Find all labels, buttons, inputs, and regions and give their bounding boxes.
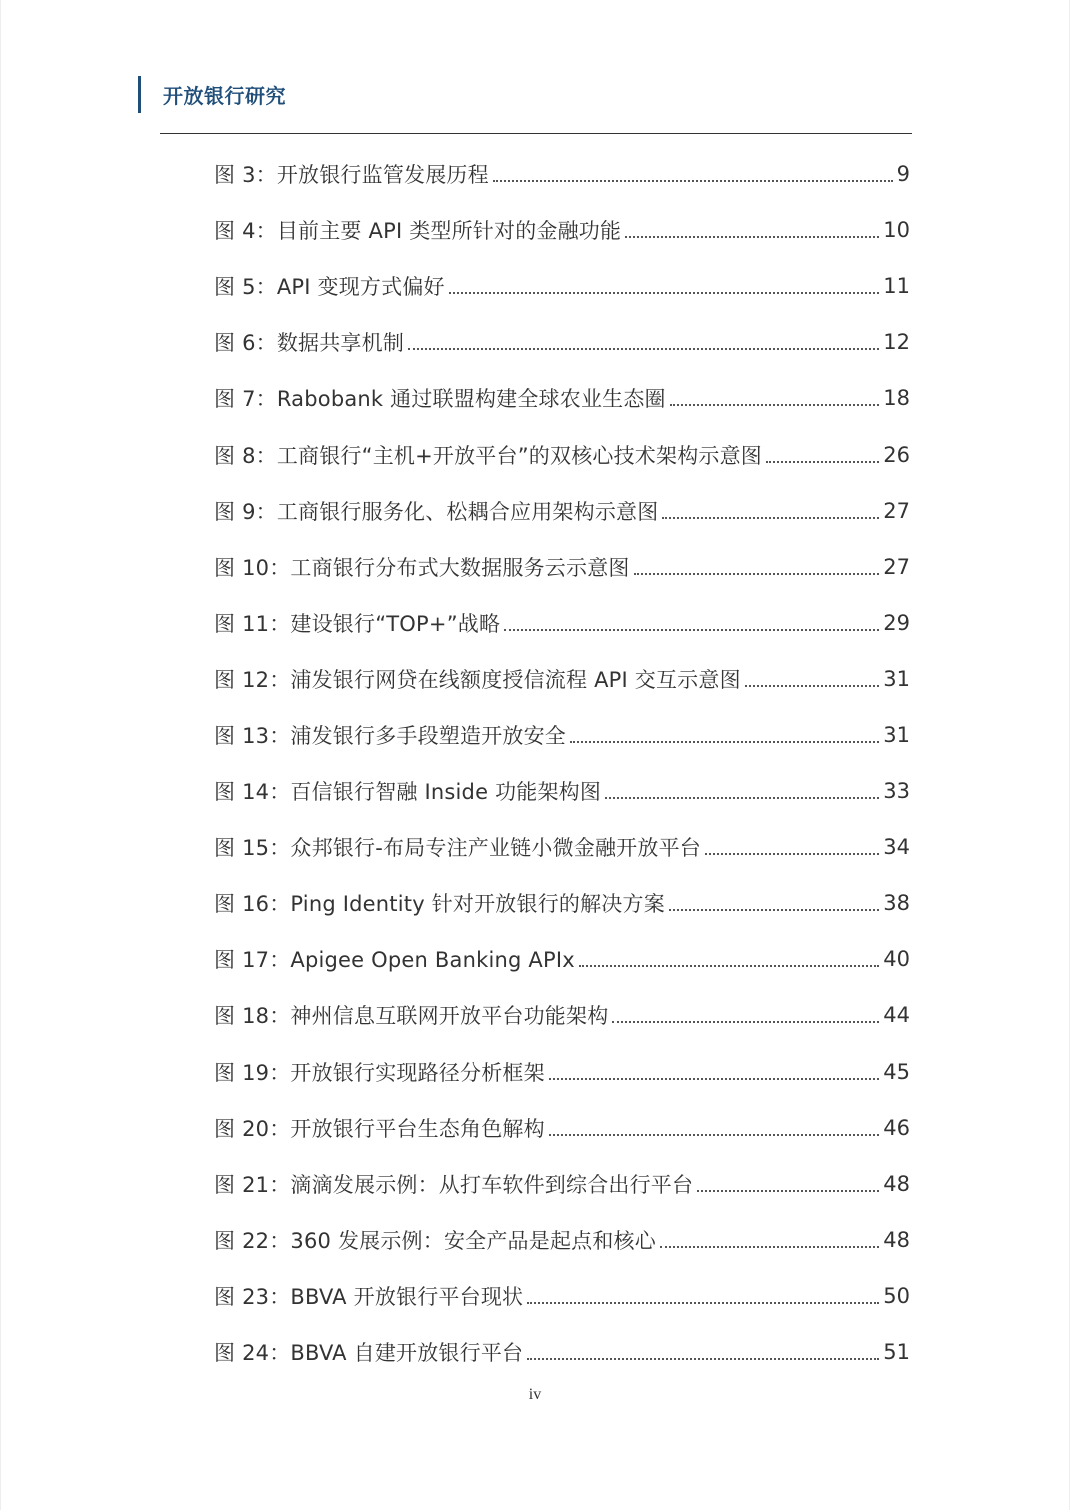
toc-entry-label: 图 10：工商银行分布式大数据服务云示意图 [214,555,630,580]
toc-entry[interactable] [214,707,910,763]
toc-entry-page: 33 [883,779,910,804]
toc-leader-dots [579,965,879,967]
toc-entry-label: 图 17：Apigee Open Banking APIx [214,948,575,973]
toc-leader-dots [634,573,880,575]
toc-entry-label: 图 4：目前主要 API 类型所针对的金融功能 [214,219,622,244]
toc-entry[interactable] [214,875,910,931]
toc-entry[interactable] [214,819,910,875]
toc-entry[interactable] [214,146,910,202]
toc-entry-page: 50 [883,1283,910,1308]
toc-leader-dots [527,1302,879,1304]
toc-leader-dots [612,1021,879,1023]
toc-entry-page: 10 [883,218,910,243]
toc-entry-label: 图 7：Rabobank 通过联盟构建全球农业生态圈 [214,387,666,412]
toc-leader-dots [493,180,893,182]
toc-entry-label: 图 8：工商银行“主机+开放平台”的双核心技术架构示意图 [214,443,762,468]
toc-entry-label: 图 14：百信银行智融 Inside 功能架构图 [214,780,602,805]
header-accent-bar [138,76,141,113]
toc-leader-dots [570,741,879,743]
toc-entry[interactable] [214,1212,910,1268]
toc-entry-label: 图 15：众邦银行-布局专注产业链小微金融开放平台 [214,836,701,861]
toc-leader-dots [662,517,879,519]
toc-leader-dots [605,797,879,799]
toc-entry-label: 图 20：开放银行平台生态角色解构 [214,1116,545,1141]
toc-entry-page: 27 [883,498,910,523]
toc-entry-label: 图 11：建设银行“TOP+”战略 [214,611,501,636]
toc-entry[interactable] [214,539,910,595]
toc-entry-label: 图 5：API 变现方式偏好 [214,275,445,300]
toc-entry-label: 图 22：360 发展示例：安全产品是起点和核心 [214,1228,656,1253]
toc-entry-label: 图 13：浦发银行多手段塑造开放安全 [214,723,566,748]
header-divider [160,133,912,134]
toc-entry[interactable] [214,370,910,426]
toc-leader-dots [449,292,880,294]
toc-entry-page: 26 [883,442,910,467]
toc-entry[interactable] [214,987,910,1043]
toc-entry[interactable] [214,483,910,539]
toc-entry-page: 9 [896,162,910,187]
toc-entry-page: 12 [883,330,910,355]
toc-entry[interactable] [214,314,910,370]
toc-entry-page: 51 [883,1340,910,1365]
toc-entry-label: 图 16：Ping Identity 针对开放银行的解决方案 [214,892,665,917]
toc-entry-label: 图 3：开放银行监管发展历程 [214,163,489,188]
toc-leader-dots [660,1246,879,1248]
toc-entry-page: 45 [883,1059,910,1084]
toc-entry[interactable] [214,1044,910,1100]
toc-leader-dots [408,348,879,350]
toc-entry-page: 40 [883,947,910,972]
header-title: 开放银行研究 [163,84,286,108]
toc-entry[interactable] [214,1100,910,1156]
toc-entry[interactable] [214,1324,910,1380]
toc-entry[interactable] [214,651,910,707]
page-number: iv [528,1386,542,1403]
toc-entry-page: 44 [883,1003,910,1028]
toc-entry[interactable] [214,595,910,651]
toc-entry-label: 图 12：浦发银行网贷在线额度授信流程 API 交互示意图 [214,667,741,692]
toc-entry[interactable] [214,1156,910,1212]
toc-leader-dots [697,1190,879,1192]
toc-leader-dots [625,236,879,238]
toc-entry[interactable] [214,426,910,482]
toc-entry-label: 图 24：BBVA 自建开放银行平台 [214,1341,524,1366]
toc-entry-page: 18 [883,386,910,411]
toc-entry-page: 34 [883,835,910,860]
figure-list [214,146,910,1380]
toc-entry-label: 图 9：工商银行服务化、松耦合应用架构示意图 [214,499,659,524]
toc-entry-page: 31 [883,722,910,747]
toc-entry-page: 48 [883,1227,910,1252]
toc-entry-label: 图 6：数据共享机制 [214,331,405,356]
toc-leader-dots [766,461,879,463]
toc-entry-page: 46 [883,1115,910,1140]
toc-entry-page: 29 [883,610,910,635]
toc-entry-page: 27 [883,554,910,579]
toc-entry-page: 31 [883,666,910,691]
toc-entry-label: 图 19：开放银行实现路径分析框架 [214,1060,545,1085]
toc-leader-dots [670,404,880,406]
toc-entry-page: 38 [883,891,910,916]
toc-entry[interactable] [214,931,910,987]
toc-entry-label: 图 21：滴滴发展示例：从打车软件到综合出行平台 [214,1172,694,1197]
toc-leader-dots [705,853,879,855]
toc-entry-label: 图 23：BBVA 开放银行平台现状 [214,1284,524,1309]
toc-entry[interactable] [214,258,910,314]
toc-entry-page: 48 [883,1171,910,1196]
toc-entry[interactable] [214,1268,910,1324]
toc-leader-dots [504,629,879,631]
toc-entry[interactable] [214,202,910,258]
toc-leader-dots [745,685,879,687]
toc-entry-page: 11 [883,274,910,299]
toc-entry-label: 图 18：神州信息互联网开放平台功能架构 [214,1004,609,1029]
toc-leader-dots [549,1134,879,1136]
toc-leader-dots [549,1078,879,1080]
toc-leader-dots [527,1358,879,1360]
toc-entry[interactable] [214,763,910,819]
toc-leader-dots [669,909,879,911]
